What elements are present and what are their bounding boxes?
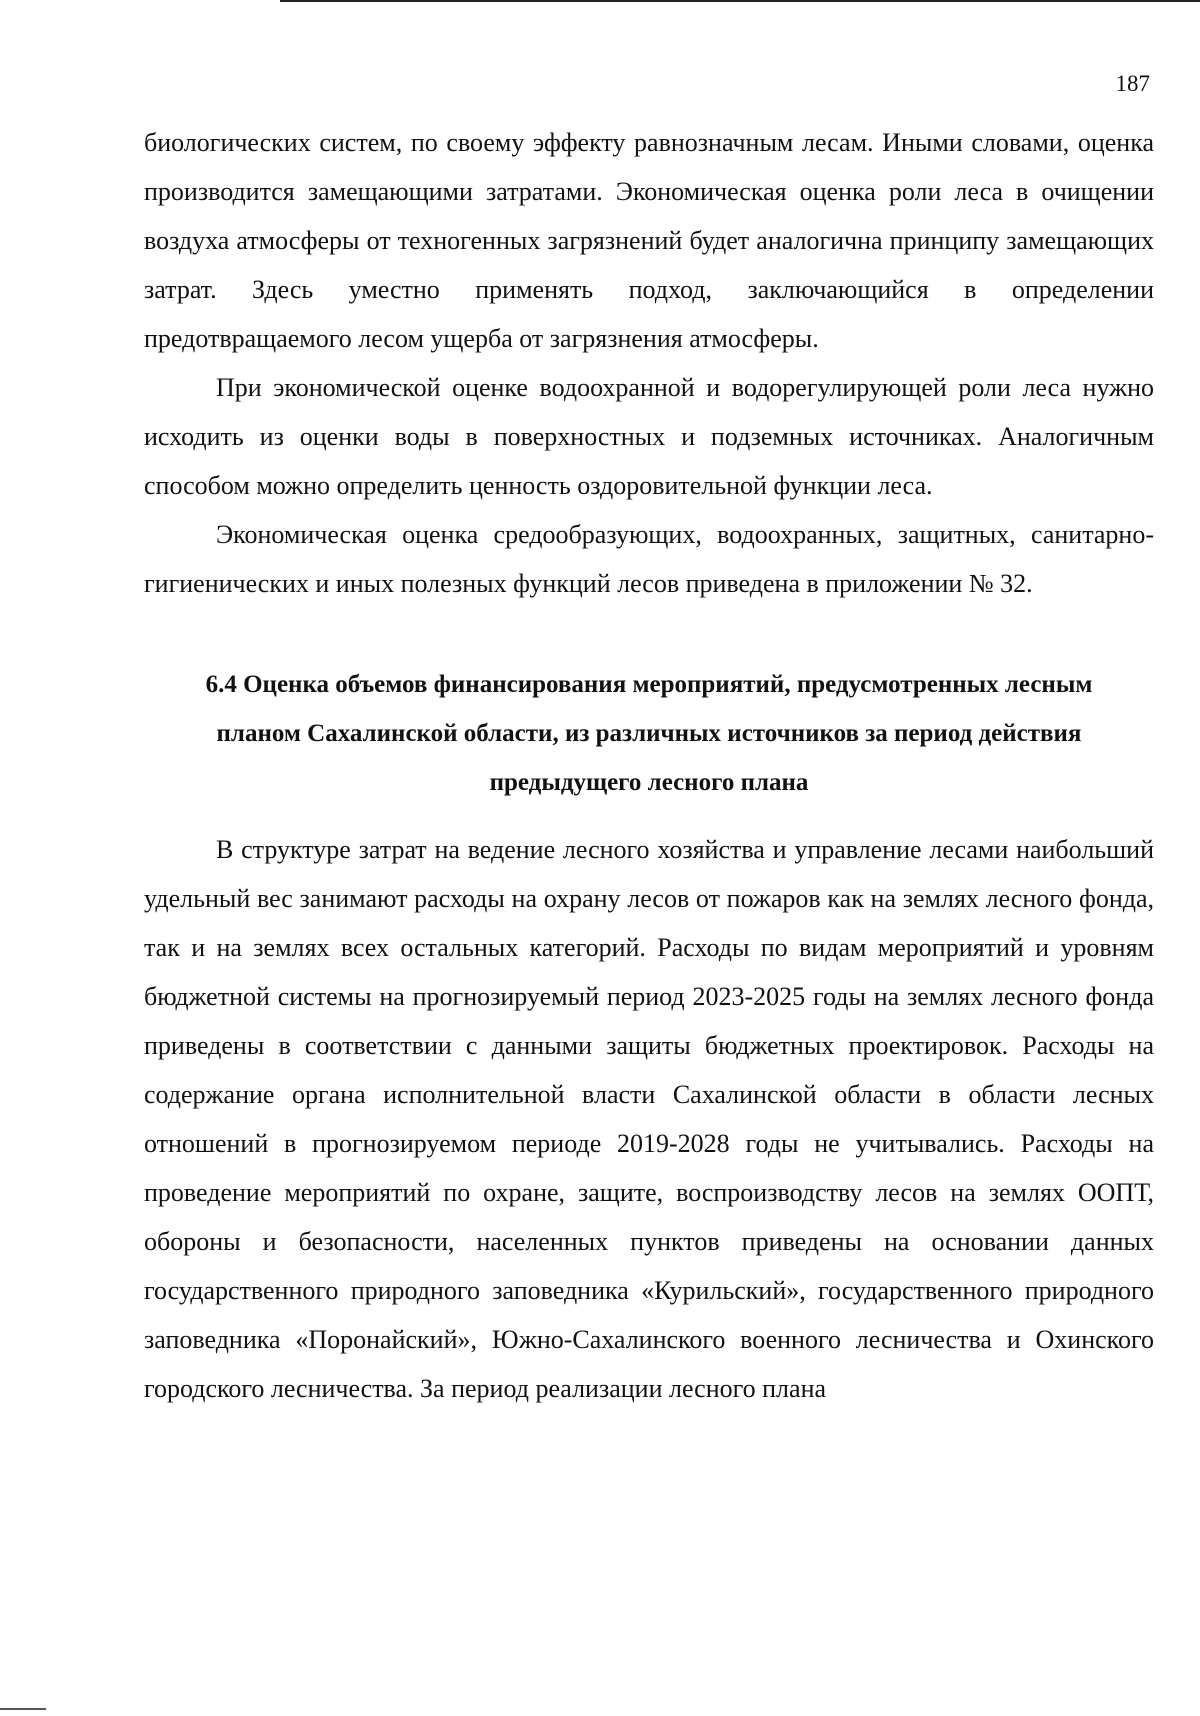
- paragraph-continuation: биологических систем, по своему эффекту равнозначным лесам. Иными словами, оценка производится замещающими затратами. Экономическая оценка роли леса в очищении воздуха атмосферы от техногенных загрязнений будет аналогична принципу замещающих затрат. Здесь уместно применять подход, заключающийся в определении предотвращаемого лесом ущерба от загрязнения атмосферы.: [144, 128, 1154, 353]
- paragraph-cost-structure: В структуре затрат на ведение лесного хозяйства и управление лесами наибольший удельный вес занимают расходы на охрану лесов от пожаров как на землях лесного фонда, так и на землях всех остальных категорий. Расходы по видам мероприятий и уровням бюджетной системы на прогнозируемый период 2023-2025 годы на землях лесного фонда приведены в соответствии с данными защиты бюджетных проектировок. Расходы на содержание органа исполнительной власти Сахалинской области в области лесных отношений в прогнозируемом периоде 2019-2028 годы не учитывались. Расходы на проведение мероприятий по охране, защите, воспроизводству лесов на землях ООПТ, обороны и безопасности, населенных пунктов приведены на основании данных государственного природного заповедника «Курильский», государственного природного заповедника «Поронайский», Южно-Сахалинского военного лесничества и Охинского городского лесничества. За период реализации лесного плана: [144, 835, 1154, 1403]
- paragraph-water-protection: При экономической оценке водоохранной и водорегулирующей роли леса нужно исходить из оценки воды в поверхностных и подземных источниках. Аналогичным способом можно определить ценность оздоровительной функции леса.: [144, 373, 1154, 500]
- section-heading: 6.4 Оценка объемов финансирования мероприятий, предусмотренных лесным планом Сахалинской области, из различных источников за период действия предыдущего лесного плана: [205, 671, 1093, 796]
- scan-edge-line: [280, 0, 1200, 2]
- scan-edge-mark: [0, 1708, 46, 1710]
- paragraph-economic-assessment: Экономическая оценка средообразующих, водоохранных, защитных, санитарно-гигиенических и иных полезных функций лесов приведена в приложении № 32.: [144, 520, 1154, 598]
- page-number: 187: [1115, 71, 1150, 96]
- page-content: [144, 118, 1154, 1413]
